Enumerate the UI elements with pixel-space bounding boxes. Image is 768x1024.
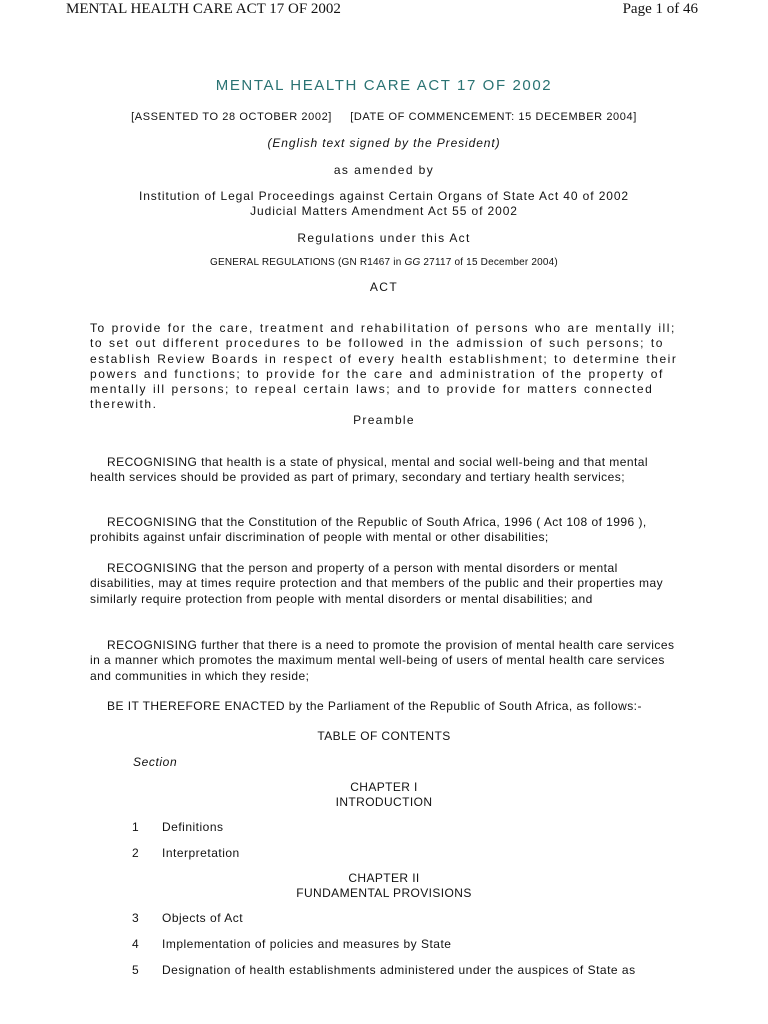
toc-entry-number: 3 — [132, 911, 140, 925]
act-heading: ACT — [369, 280, 399, 294]
toc-entry-number: 4 — [132, 937, 140, 951]
toc-entry-title[interactable]: Objects of Act — [162, 911, 244, 925]
general-regulations-prefix: GENERAL REGULATIONS (GN R1467 in — [210, 257, 405, 268]
amendment-item: Institution of Legal Proceedings against Certain Organs of State Act 40 of 2002 — [138, 189, 630, 203]
document-title: MENTAL HEALTH CARE ACT 17 OF 2002 — [215, 77, 553, 94]
assent-dates: [ASSENTED TO 28 OCTOBER 2002] [DATE OF COMMENCEMENT: 15 DECEMBER 2004] — [131, 111, 637, 123]
toc-heading: TABLE OF CONTENTS — [317, 729, 451, 743]
toc-section-label: Section — [133, 755, 178, 769]
long-title: To provide for the care, treatment and rehabilitation of persons who are mentally ill; to set out different procedures to be followed in the admission of such persons; to establish Review Boards in respect of every health establishment; to determine their powers and functions; to provide for the care and administration of the property of mentally ill persons; to repeal certain laws; and to provide for matters connected therewith. — [90, 321, 678, 412]
amendment-item: Judicial Matters Amendment Act 55 of 2002 — [250, 204, 518, 218]
chapter-number: CHAPTER I — [350, 780, 418, 794]
signed-note: (English text signed by the President) — [267, 136, 501, 150]
amended-by-label: as amended by — [333, 163, 435, 177]
header-document-title: MENTAL HEALTH CARE ACT 17 OF 2002 — [66, 1, 341, 17]
regulations-heading: Regulations under this Act — [297, 231, 471, 245]
toc-entry-title[interactable]: Definitions — [162, 820, 224, 834]
gazette-abbrev: GG — [404, 257, 421, 268]
preamble-paragraph: RECOGNISING further that there is a need to promote the provision of mental health care services in a manner which promotes the maximum mental well-being of users of mental health care services and communities in which they reside; — [90, 638, 675, 683]
general-regulations-suffix: 27117 of 15 December 2004) — [420, 257, 558, 268]
preamble-paragraph: RECOGNISING that health is a state of physical, mental and social well-being and that mental health services should be provided as part of primary, secondary and tertiary health services; — [90, 455, 648, 485]
general-regulations — [0, 257, 768, 268]
preamble-paragraph: RECOGNISING that the Constitution of the Republic of South Africa, 1996 ( Act 108 of 1996 ), prohibits against unfair discrimination of people with mental or other disabilities; — [90, 515, 647, 545]
toc-entry-number: 5 — [132, 963, 140, 977]
preamble-paragraph: RECOGNISING that the person and property of a person with mental disorders or mental disabilities, may at times require protection and that members of the public and their properties may similarly require protection from people with mental disorders or mental disabilities; and — [90, 561, 664, 606]
toc-entry-title[interactable]: Interpretation — [162, 846, 240, 860]
toc-entry-title[interactable]: Designation of health establishments administered under the auspices of State as — [162, 963, 636, 977]
toc-entry-number: 2 — [132, 846, 140, 860]
chapter-title: INTRODUCTION — [335, 795, 433, 809]
toc-entry-number: 1 — [132, 820, 140, 834]
preamble-heading: Preamble — [353, 413, 415, 427]
toc-entry-title[interactable]: Implementation of policies and measures by State — [162, 937, 452, 951]
header-page-number: Page 1 of 46 — [622, 1, 698, 17]
chapter-title: FUNDAMENTAL PROVISIONS — [296, 886, 472, 900]
chapter-number: CHAPTER II — [348, 871, 420, 885]
enactment-clause: BE IT THEREFORE ENACTED by the Parliament of the Republic of South Africa, as follows:- — [107, 699, 642, 713]
page-header — [0, 0, 768, 24]
